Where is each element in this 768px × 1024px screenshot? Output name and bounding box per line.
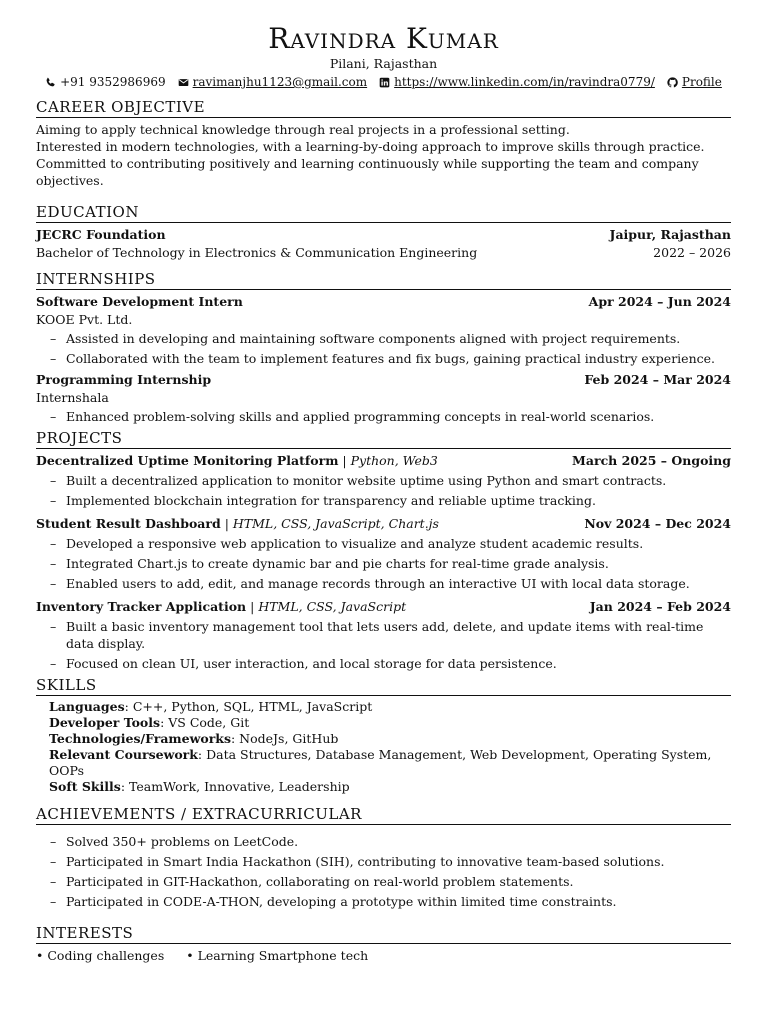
- bullet-item: – Implemented blockchain integration for transparency and reliable uptime tracking.: [44, 492, 731, 509]
- skill-value: TeamWork, Innovative, Leadership: [129, 779, 350, 794]
- project-entry: [36, 452, 731, 509]
- project-title-line: Student Result Dashboard | HTML, CSS, JavaScript, Chart.js: [36, 516, 439, 531]
- degree-years: 2022 – 2026: [653, 245, 731, 260]
- degree: Bachelor of Technology in Electronics & Communication Engineering: [36, 245, 478, 260]
- project-title-line: Inventory Tracker Application | HTML, CSS, JavaScript: [36, 599, 407, 614]
- location: Pilani, Rajasthan: [329, 56, 438, 71]
- section-title-projects: PROJECTS: [36, 429, 731, 449]
- github-contact[interactable]: [667, 74, 722, 90]
- phone-contact: [45, 74, 166, 90]
- school-place: Jaipur, Rajasthan: [609, 227, 731, 242]
- internship-bullets: [36, 330, 731, 367]
- career-line: Committed to contributing positively and learning continuously while supporting the team and company objectives.: [36, 156, 699, 188]
- project-header: [36, 452, 731, 470]
- skill-row: Languages: C++, Python, SQL, HTML, JavaScript: [49, 699, 373, 714]
- internship-header: [36, 371, 731, 389]
- internship-entry: [36, 371, 731, 425]
- bullet-item: – Developed a responsive web application to visualize and analyze student academic results.: [44, 535, 731, 552]
- skills-section: [36, 676, 731, 795]
- project-tech: HTML, CSS, JavaScript, Chart.js: [232, 516, 439, 531]
- skill-value: C++, Python, SQL, HTML, JavaScript: [132, 699, 373, 714]
- github-icon: [667, 77, 678, 88]
- linkedin-icon: [379, 77, 390, 88]
- skill-value: Data Structures, Database Management, Web Development, Operating System, OOPs: [49, 747, 712, 778]
- contact-bar: [36, 74, 731, 90]
- project-bullets: [36, 535, 731, 592]
- email-link[interactable]: ravimanjhu1123@gmail.com: [192, 75, 368, 89]
- project-title-line: Decentralized Uptime Monitoring Platform | Python, Web3: [36, 453, 438, 468]
- github-link[interactable]: Profile: [681, 75, 722, 89]
- section-title-achievements: ACHIEVEMENTS / EXTRACURRICULAR: [36, 805, 731, 825]
- section-title-internships: INTERNSHIPS: [36, 270, 731, 290]
- career-line: Interested in modern technologies, with a learning-by-doing approach to improve skills through practice.: [36, 139, 705, 154]
- bullet-item: – Assisted in developing and maintaining software components aligned with project requirements.: [44, 330, 731, 347]
- internship-role: Software Development Intern: [36, 294, 243, 309]
- skill-row: Technologies/Frameworks: NodeJs, GitHub: [49, 731, 339, 746]
- project-header: [36, 515, 731, 533]
- achievement-item: – Participated in Smart India Hackathon (SIH), contributing to innovative team-based solutions.: [44, 853, 731, 870]
- internship-company: KOOE Pvt. Ltd.: [36, 312, 133, 327]
- internships-section: [36, 270, 731, 425]
- achievement-item: – Solved 350+ problems on LeetCode.: [44, 833, 731, 850]
- project-entry: [36, 515, 731, 592]
- linkedin-contact[interactable]: [379, 74, 655, 90]
- project-name: Decentralized Uptime Monitoring Platform: [36, 453, 339, 468]
- project-bullets: [36, 472, 731, 509]
- bullet-item: – Built a basic inventory management tool that lets users add, delete, and update items with real-time data display.: [44, 618, 731, 652]
- envelope-icon: [178, 77, 189, 88]
- project-entry: [36, 598, 731, 672]
- project-tech: Python, Web3: [350, 453, 438, 468]
- project-dates: Jan 2024 – Feb 2024: [589, 599, 731, 614]
- interests-list: [36, 947, 731, 965]
- projects-section: [36, 429, 731, 672]
- education-entry-header: [36, 226, 731, 244]
- interest-item: • Learning Smartphone tech: [186, 947, 368, 965]
- candidate-name: Ravindra Kumar: [268, 22, 499, 55]
- achievement-item: – Participated in GIT-Hackathon, collaborating on real-world problem statements.: [44, 873, 731, 890]
- phone-number: +91 9352986969: [60, 75, 166, 89]
- internship-bullets: [36, 408, 731, 425]
- skill-label: Soft Skills: [49, 779, 121, 794]
- skill-row: Developer Tools: VS Code, Git: [49, 715, 250, 730]
- achievements-list: [36, 833, 731, 910]
- bullet-item: – Integrated Chart.js to create dynamic bar and pie charts for real-time grade analysis.: [44, 555, 731, 572]
- internship-header: [36, 293, 731, 311]
- career-objective-section: [36, 98, 731, 189]
- skill-row: Relevant Coursework: Data Structures, Database Management, Web Development, Operating System, OOPs: [49, 747, 712, 778]
- skill-value: NodeJs, GitHub: [239, 731, 339, 746]
- section-title-interests: INTERESTS: [36, 924, 731, 944]
- project-name: Inventory Tracker Application: [36, 599, 247, 614]
- internship-entry: [36, 293, 731, 367]
- internship-role: Programming Internship: [36, 372, 212, 387]
- skill-label: Technologies/Frameworks: [49, 731, 231, 746]
- linkedin-link[interactable]: https://www.linkedin.com/in/ravindra0779/: [394, 75, 655, 89]
- project-name: Student Result Dashboard: [36, 516, 221, 531]
- section-title-skills: SKILLS: [36, 676, 731, 696]
- bullet-item: – Built a decentralized application to monitor website uptime using Python and smart contracts.: [44, 472, 731, 489]
- interest-item: • Coding challenges: [36, 947, 164, 965]
- school-name: JECRC Foundation: [36, 227, 166, 242]
- bullet-item: – Enabled users to add, edit, and manage records through an interactive UI with local data storage.: [44, 575, 731, 592]
- skills-list: [36, 699, 731, 795]
- section-title-education: EDUCATION: [36, 203, 731, 223]
- phone-icon: [45, 77, 56, 88]
- internship-company: Internshala: [36, 390, 109, 405]
- career-line: Aiming to apply technical knowledge through real projects in a professional setting.: [36, 122, 570, 137]
- bullet-item: – Focused on clean UI, user interaction, and local storage for data persistence.: [44, 655, 731, 672]
- section-title-career: CAREER OBJECTIVE: [36, 98, 731, 118]
- skill-row: Soft Skills: TeamWork, Innovative, Leadership: [49, 779, 350, 794]
- education-entry-detail: [36, 244, 731, 262]
- bullet-item: – Enhanced problem-solving skills and applied programming concepts in real-world scenarios.: [44, 408, 731, 425]
- achievements-section: [36, 805, 731, 910]
- skill-label: Languages: [49, 699, 125, 714]
- skill-label: Relevant Coursework: [49, 747, 198, 762]
- email-contact[interactable]: [178, 74, 368, 90]
- internship-dates: Feb 2024 – Mar 2024: [584, 372, 731, 387]
- achievement-item: – Participated in CODE-A-THON, developing a prototype within limited time constraints.: [44, 893, 731, 910]
- education-section: [36, 203, 731, 262]
- skill-value: VS Code, Git: [168, 715, 250, 730]
- project-bullets: [36, 618, 731, 672]
- internship-dates: Apr 2024 – Jun 2024: [588, 294, 731, 309]
- interests-section: [36, 924, 731, 965]
- project-tech: HTML, CSS, JavaScript: [258, 599, 407, 614]
- project-header: [36, 598, 731, 616]
- project-dates: March 2025 – Ongoing: [572, 453, 731, 468]
- bullet-item: – Collaborated with the team to implement features and fix bugs, gaining practical industry experience.: [44, 350, 731, 367]
- skill-label: Developer Tools: [49, 715, 161, 730]
- project-dates: Nov 2024 – Dec 2024: [584, 516, 731, 531]
